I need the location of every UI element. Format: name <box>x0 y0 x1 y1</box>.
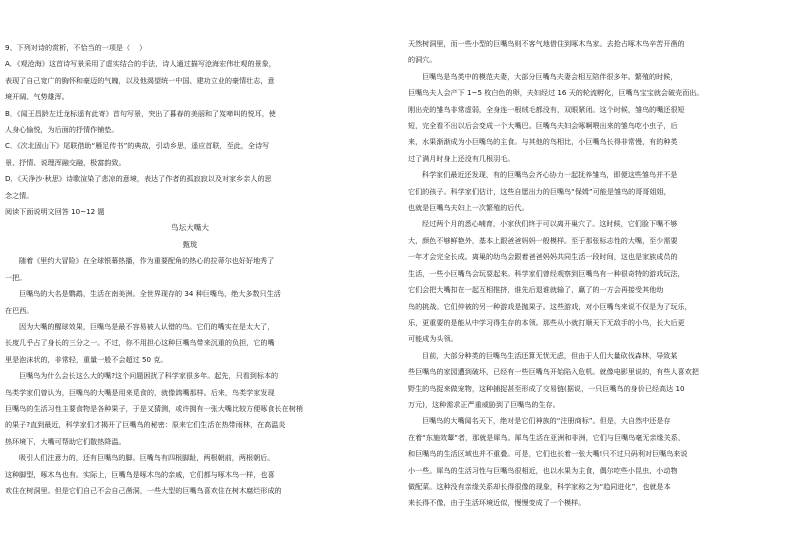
article-paragraph-line: 刚出壳的雏鸟非常虚弱，全身连一根绒毛都没有，双眼紧闭。这个时候，雏鸟的嘴还很短 <box>408 104 685 114</box>
article-paragraph-line: 它们的孩子。科学家们估计，这些自愿出力的巨嘴鸟“保姆”可能是雏鸟的哥哥姐姐， <box>408 186 671 196</box>
article-paragraph-line: 大，颜色不够鲜艳外，基本上跟爸爸妈妈一般模样。至于那张标志性的大嘴，至少需要 <box>408 235 678 245</box>
article-paragraph-line: 天然树洞里，而一些小型的巨嘴鸟则不客气地借住到啄木鸟家。去抢占啄木鸟辛苦开凿的 <box>408 39 685 48</box>
article-paragraph-line: 也就是巨嘴鸟夫妇上一次繁殖的后代。 <box>408 203 529 213</box>
article-paragraph-line: 它们会把大嘴扣在一起互相推挤，谁先后退谁就输了，赢了的一方会再接受其他幼 <box>408 285 664 295</box>
article-paragraph-line: 可能成为头领。 <box>408 334 458 344</box>
article-paragraph-line: 巨嘴鸟夫人会产下 1~5 枚白色的卵，夫妇经过 16 天的轮流孵化，巨嘴鸟宝宝就会破壳而出。 <box>408 88 704 98</box>
article-paragraph-line: 一年才会完全长成。离巢的幼鸟会跟着爸爸妈妈共同生活一段时间，这也是家族成员的 <box>408 252 678 262</box>
article-paragraph-line: 热环境下，大嘴可帮助它们散热降温。 <box>5 436 126 446</box>
article-paragraph-line: 野生的鸟捉来做宠物，这种捕捉甚至形成了交易链(据说，一只巨嘴鸟的身价已经高达 10 <box>408 383 685 393</box>
option-d-line: D．《天净沙·秋思》诗歌渲染了悲凉的意境，表达了作者的孤寂寂以及对家乡亲人的思 <box>5 174 272 184</box>
article-title: 鸟坛大嘴大 <box>171 223 209 233</box>
article-paragraph-line: 乐，更重要的是能从中学习得生存的本领。那些从小就打顺天下无敌手的小鸟，长大后更 <box>408 317 685 327</box>
article-paragraph-line: 巨嘴鸟的生活习性主要食物是各种果子，于是又猜测，或许拥有一张大嘴比较方便啄食长在树梢 <box>5 403 303 413</box>
article-paragraph-line: 鸟的挑战。它们仲被的另一种游戏是抛果子。这些游戏，对小巨嘴鸟来说不仅是为了玩乐， <box>408 301 692 311</box>
option-a-line: A．《观沧海》这首诗写景采用了虚实结合的手法，诗人通过描写沧海宏伟壮观的景象， <box>5 59 276 69</box>
option-a-line: 境开阔、气势雄浑。 <box>5 92 69 102</box>
article-paragraph-line: 长度几乎占了身长的三分之一。不过，你不用担心这种巨嘴鸟带来沉重的负担，它的嘴 <box>5 338 275 348</box>
option-c-line: 景、抒情、说理浑融交融，极富韵致。 <box>5 157 126 167</box>
option-b-line: 人身心愉悦，为后面的抒情作铺垫。 <box>5 125 119 135</box>
option-b-line: B．《闻王昌龄左迁龙标遥有此寄》首句写景，突出了暮春的美丽和了岌啼叫的悦耳，使 <box>5 108 276 118</box>
article-paragraph-line: 里是泡沫状的，非常轻，重量一般不会超过 50 克。 <box>5 354 168 364</box>
article-paragraph-line: 在巴西。 <box>5 305 34 315</box>
article-paragraph-line: 万元)，这种需求正严重威胁到了巨嘴鸟的生存。 <box>408 399 560 409</box>
article-paragraph-line: 科学家们最近还发现，有的巨嘴鸟会齐心协力一起抚养雏鸟，即便这些雏鸟并不是 <box>422 170 678 180</box>
article-paragraph-line: 经过两个月的悉心哺育，小家伙们终于可以离开巢穴了。这时候，它们脸下嘴不够 <box>422 219 678 229</box>
article-paragraph-line: 巨嘴鸟的大嘴闻名天下，绝对是它们神族的“注册商标”。但是，大自然中还是存 <box>422 416 671 426</box>
article-paragraph-line: 的洞穴。 <box>408 55 437 65</box>
reading-instruction: 阅读下面说明文回答 10~12 题 <box>5 207 105 217</box>
article-paragraph-line: 些巨嘴鸟的家园遭到破坏，已经有一些巨嘴鸟开始陷入危机。就像电影里说的，有些人喜欢把 <box>408 367 699 377</box>
article-paragraph-line: 鸟类学家们曾认为，巨嘴鸟的大嘴是用来觅食的，就像鸽嘴那样。后来，鸟类学家发现 <box>5 387 275 397</box>
article-paragraph-line: 一把。 <box>5 272 27 282</box>
article-paragraph-line: 做配菜。这种没有亲缘关系却长得很像的现象，科学家称之为“趋同进化”，也就是本 <box>408 481 671 491</box>
article-paragraph-line: 短，完全看不出以后会变成一个大嘴巴。巨嘴鸟夫妇会啄啊喂出来的雏鸟吃小虫子，后 <box>408 121 678 131</box>
article-paragraph-line: 巨嘴鸟的大名是鹦鹉，生活在南美洲。全世界现存的 34 种巨嘴鸟，绝大多数只生活 <box>19 289 281 299</box>
article-author: 甄珑 <box>182 239 198 249</box>
article-paragraph-line: 目前，大部分种类的巨嘴鸟生活还算无忧无虑，但由于人们大量砍伐森林，导致某 <box>422 350 678 360</box>
left-column <box>5 40 375 499</box>
article-paragraph-line: 来长得不像，由于生活环境近似，慢慢变成了一个模样。 <box>408 498 586 508</box>
article-paragraph-line: 过了满月时身上还没有几根羽毛。 <box>408 153 515 163</box>
article-paragraph-line: 来，水果渐渐成为小巨嘴鸟的主食。与其他的鸟相比，小巨嘴鸟长得非常慢，有的种类 <box>408 137 678 147</box>
question-9-stem: 9、下列对诗的赏析，不恰当的一项是（ ） <box>5 43 147 52</box>
article-paragraph-line: 欢住在树洞里。但是它们自己不会自己凿洞，一些大型的巨嘴鸟喜欢住在树木腐烂形成的 <box>5 485 282 495</box>
article-paragraph-line: 巨嘴鸟是鸟类中的模范夫妻，大部分巨嘴鸟夫妻会相互陪伴很多年。繁殖的时候， <box>422 71 678 81</box>
article-paragraph-line: 小一些。犀鸟的生活习性与巨嘴鸟很相近，也以水果为主食，偶尔吃些小昆虫、小动物 <box>408 465 678 475</box>
article-paragraph-line: 生活，一些小巨嘴鸟会玩耍起来。科学家们曾经观察到巨嘴鸟有一种很奇特的游戏玩法， <box>408 268 685 278</box>
article-paragraph-line: 吸引人们注意力的，还有巨嘴鸟的脚。巨嘴鸟有四根脚趾，两根朝前，两根朝后。 <box>19 453 275 463</box>
article-paragraph-line: 因为大嘴的醒球效果，巨嘴鸟是最不容易被人认错的鸟。它们的嘴实在是太大了， <box>19 321 275 331</box>
article-paragraph-line: 的果子?直到最近，科学家们才揭开了巨嘴鸟的秘密：原来它们生活在热带雨林，在高温炎 <box>5 420 286 430</box>
right-column <box>408 36 776 512</box>
option-c-line: C．《次北固山下》尾联借助“雁足传书”的典故，引动乡思，遥应首联，至此，全诗写 <box>5 141 270 151</box>
article-paragraph-line: 和巨嘴鸟的生活区域也并不重叠。可是，它们也长着一张大嘴!只不过只码利对巨嘴鸟来说 <box>408 449 688 459</box>
article-paragraph-line: 这种脚型，啄木鸟也有。实际上，巨嘴鸟是啄木鸟的亲戚，它们都与啄木鸟一样，也喜 <box>5 469 275 479</box>
option-a-line: 表现了自己宽广的胸怀和豪迈的气魄，以及他渴望统一中国、建功立业的豪情壮志，意 <box>5 75 275 85</box>
article-paragraph-line: 在着“东施效颦”者，那就是犀鸟。犀鸟生活在亚洲和非洲，它们与巨嘴鸟毫无亲缘关系， <box>408 432 685 442</box>
article-paragraph-line: 巨嘴鸟为什么会长这么大的嘴?这个问题困扰了科学家很多年。起先，只看到标本的 <box>19 371 279 381</box>
article-paragraph-line: 随着《里约大冒险》在全球银幕热播，作为重要配角的热心的拉蒂尔也好好地秀了 <box>19 256 275 266</box>
option-d-line: 念之情。 <box>5 190 34 200</box>
